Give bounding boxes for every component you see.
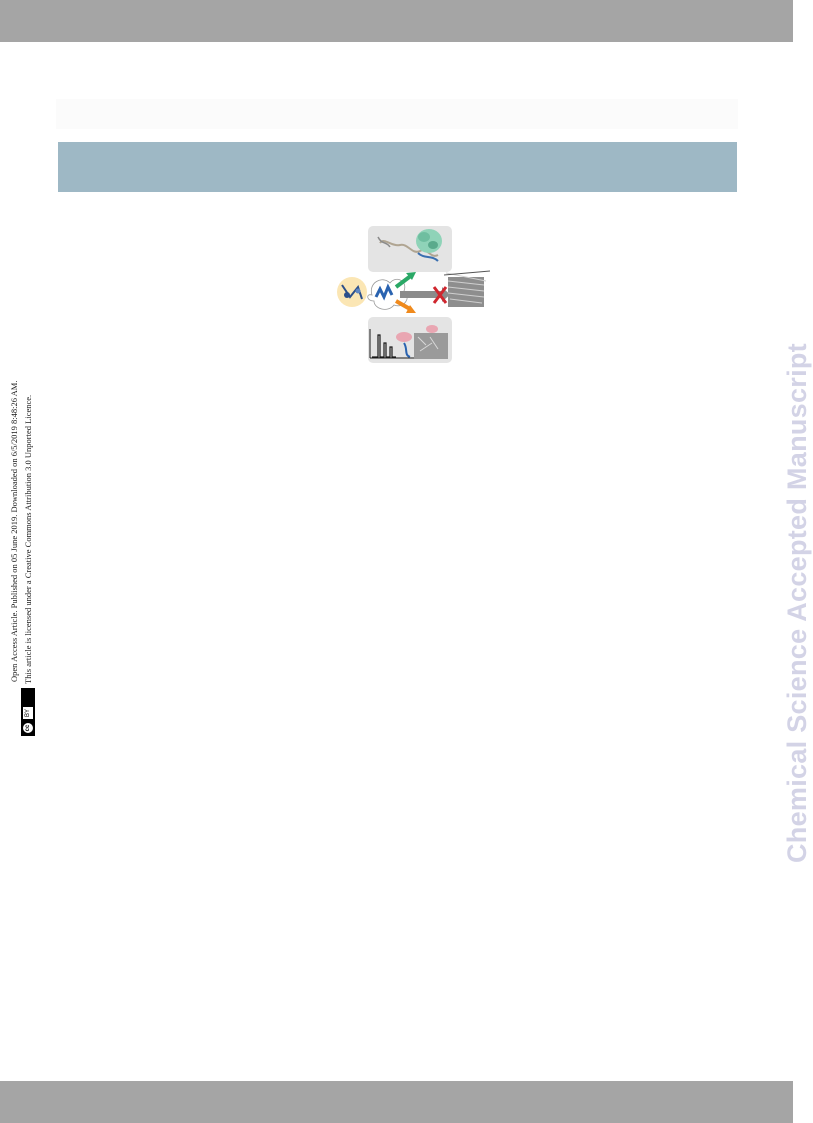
open-access-notice [8,276,38,736]
publication-line: Open Access Article. Published on 05 June 2019. Downloaded on 6/5/2019 8:48:26 AM. [9,380,19,682]
cc-by-license-icon[interactable] [21,688,35,736]
pink-structure-icon [396,332,412,342]
left-cluster-icon [337,277,367,307]
by-icon: BY [25,708,31,717]
tem-image [414,333,448,359]
bottom-bar [0,1081,793,1123]
cc-icon: cc [22,722,34,734]
top-bar [0,0,793,42]
accepted-manuscript-watermark: Chemical Science Accepted Manuscript [782,343,812,863]
licence-line [21,395,35,736]
title-band [58,142,737,192]
header-area [56,99,738,129]
grey-arrow-icon [400,291,442,298]
graphical-abstract-image [334,225,490,365]
protein-blob-icon [416,229,442,253]
licence-text: This article is licensed under a Creative Commons Attribution 3.0 Unported Licence. [22,394,33,684]
